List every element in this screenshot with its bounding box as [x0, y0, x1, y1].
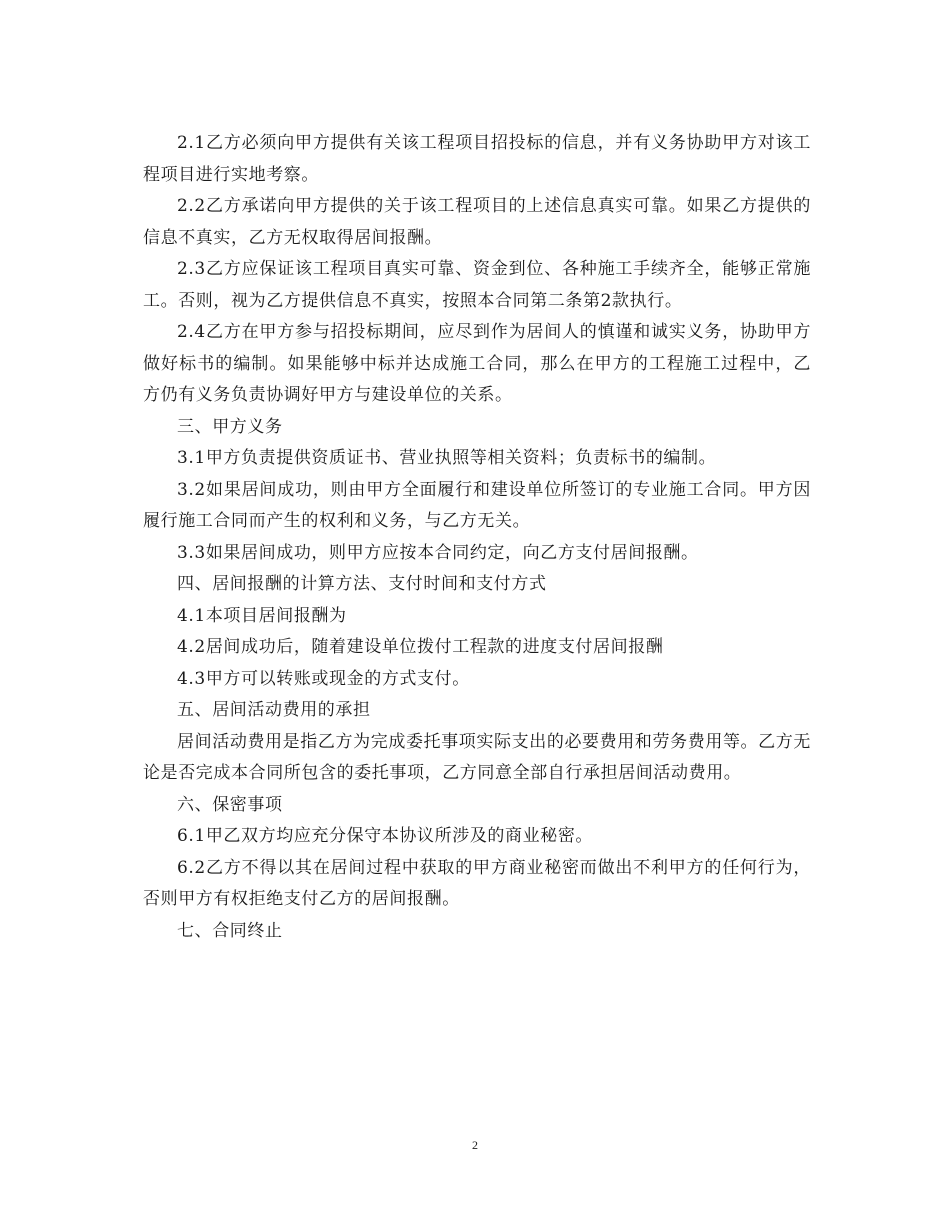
page-number: 2 — [472, 1138, 478, 1152]
clause-3-1: 3.1甲方负责提供资质证书、营业执照等相关资料；负责标书的编制。 — [177, 448, 717, 468]
section-heading-4: 四、居间报酬的计算方法、支付时间和支付方式 — [177, 574, 547, 594]
clause-4-2: 4.2居间成功后，随着建设单位拨付工程款的进度支付居间报酬 — [177, 637, 664, 657]
clause-2-2: 2.2乙方承诺向甲方提供的关于该工程项目的上述信息真实可靠。如果乙方提供的信息不真实，乙方无权取得居间报酬。 — [143, 196, 811, 248]
clause-2-4: 2.4乙方在甲方参与招投标期间，应尽到作为居间人的慎谨和诚实义务，协助甲方做好标书的编制。如果能够中标并达成施工合同，那么在甲方的工程施工过程中，乙方仍有义务负责协调好甲方与建设单位的关系。 — [143, 322, 811, 405]
section-heading-3: 三、甲方义务 — [177, 416, 283, 437]
clause-6-1: 6.1甲乙双方均应充分保守本协议所涉及的商业秘密。 — [177, 826, 594, 846]
clause-2-3: 2.3乙方应保证该工程项目真实可靠、资金到位、各种施工手续齐全，能够正常施工。否则，视为乙方提供信息不真实，按照本合同第二条第2款执行。 — [143, 259, 811, 311]
clause-3-3: 3.3如果居间成功，则甲方应按本合同约定，向乙方支付居间报酬。 — [177, 542, 699, 563]
section-heading-5: 五、居间活动费用的承担 — [177, 700, 371, 720]
clause-6-2: 6.2乙方不得以其在居间过程中获取的甲方商业秘密而做出不利甲方的任何行为，否则甲方有权拒绝支付乙方的居间报酬。 — [143, 857, 811, 909]
clause-4-3: 4.3甲方可以转账或现金的方式支付。 — [177, 668, 470, 689]
clause-3-2: 3.2如果居间成功，则由甲方全面履行和建设单位所签订的专业施工合同。甲方因履行施工合同而产生的权利和义务，与乙方无关。 — [143, 479, 811, 531]
clause-5-body: 居间活动费用是指乙方为完成委托事项实际支出的必要费用和劳务费用等。乙方无论是否完成本合同所包含的委托事项，乙方同意全部自行承担居间活动费用。 — [143, 731, 811, 783]
clause-4-1: 4.1本项目居间报酬为 — [177, 605, 347, 626]
document-body — [143, 128, 811, 947]
section-heading-7: 七、合同终止 — [177, 920, 283, 941]
clause-2-1: 2.1乙方必须向甲方提供有关该工程项目招投标的信息，并有义务协助甲方对该工程项目进行实地考察。 — [143, 133, 811, 185]
section-heading-6: 六、保密事项 — [177, 794, 283, 815]
